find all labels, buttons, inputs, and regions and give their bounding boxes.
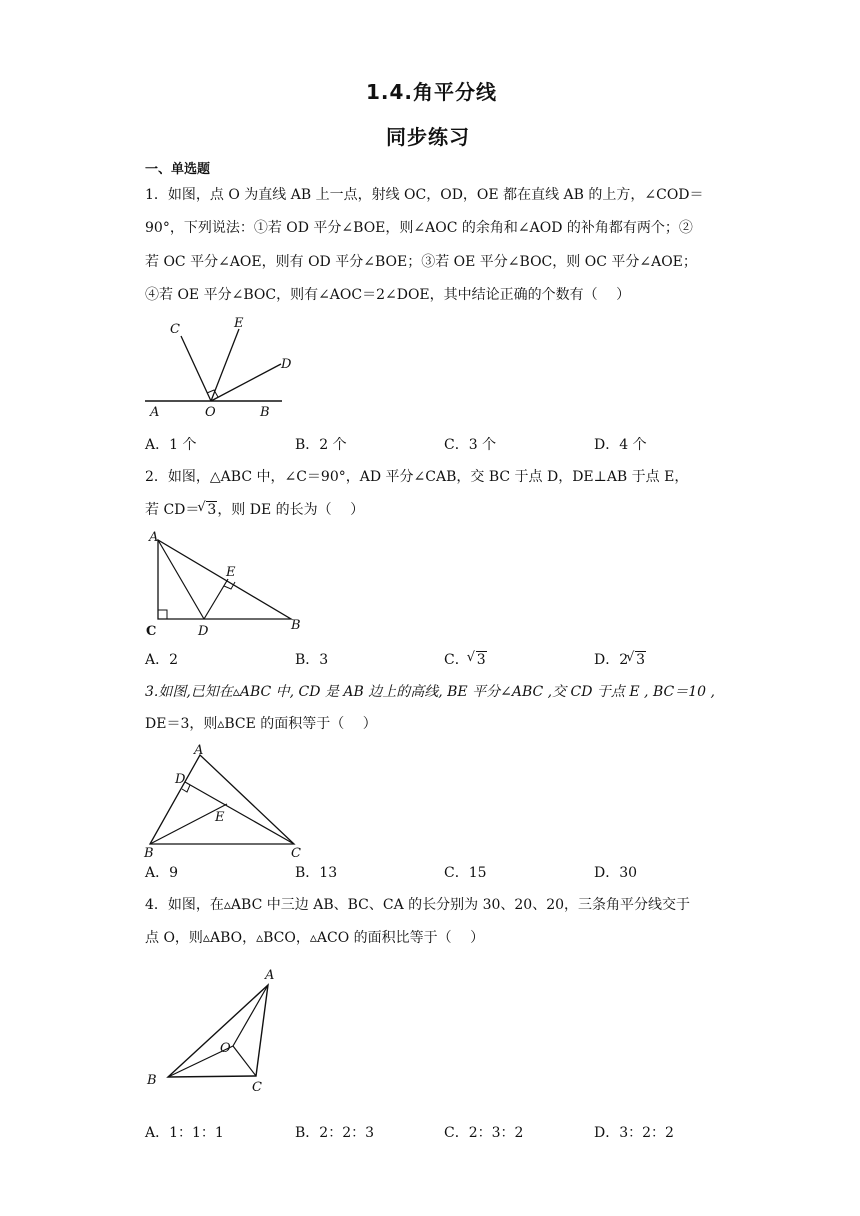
q2-label-e: E	[226, 565, 236, 580]
q4-option-d: D．3：2：2	[594, 1125, 674, 1141]
q2-option-d-prefix: D．2	[594, 652, 629, 668]
q2-line-1: 2．如图，△ABC 中，∠C＝90°，AD 平分∠CAB，交 BC 于点 D，DE⊥AB 于点 E，	[145, 469, 689, 485]
q3-label-a: A	[194, 743, 204, 758]
q1-option-b: B．2 个	[295, 437, 347, 453]
q1-label-o: O	[205, 405, 216, 420]
q2-figure	[140, 527, 310, 642]
q1-label-d: D	[281, 357, 292, 372]
q3-option-b: B．13	[295, 865, 338, 881]
q4-line-2: 点 O，则▵ABO，▵BCO，▵ACO 的面积比等于（ ）	[145, 930, 485, 946]
q1-option-c: C．3 个	[444, 437, 497, 453]
q3-label-c: C	[291, 846, 301, 858]
q1-figure	[140, 312, 300, 424]
q4-label-c: C	[252, 1080, 262, 1095]
q2-label-a: A	[149, 530, 159, 545]
q4-label-a: A	[265, 968, 275, 983]
q3-option-d: D．30	[594, 865, 638, 881]
q2-option-c-sqrt	[469, 652, 487, 668]
q3-option-c: C．15	[444, 865, 487, 881]
q1-line-4: ④若 OE 平分∠BOC，则有∠AOC＝2∠DOE，其中结论正确的个数有（ ）	[145, 287, 631, 303]
q4-figure	[140, 960, 300, 1100]
q4-option-b: B．2：2：3	[295, 1125, 375, 1141]
q4-label-o: O	[220, 1041, 231, 1056]
q2-line-2-post: ，则 DE 的长为（ ）	[217, 502, 365, 518]
q2-option-d-sqrt	[628, 652, 646, 668]
q4-label-b: B	[147, 1073, 157, 1088]
q3-label-e: E	[215, 810, 225, 825]
q2-option-c-prefix: C．	[444, 652, 469, 668]
q2-option-c-sqrt-value: 3	[476, 652, 486, 668]
q3-label-b: B	[144, 846, 154, 858]
q3-option-a: A．9	[145, 865, 179, 881]
q3-figure	[140, 740, 310, 858]
page-subtitle: 同步练习	[386, 125, 470, 149]
q4-option-a: A．1：1：1	[145, 1125, 224, 1141]
q4-option-c: C．2：3：2	[444, 1125, 524, 1141]
q1-label-c: C	[170, 322, 180, 337]
q2-option-b: B．3	[295, 652, 329, 668]
q1-line-3: 若 OC 平分∠AOE，则有 OD 平分∠BOE；③若 OE 平分∠BOC，则 OC 平分∠AOE；	[145, 254, 697, 270]
q2-option-a: A．2	[145, 652, 179, 668]
q2-sqrt	[199, 500, 217, 520]
q4-line-1: 4．如图，在▵ABC 中三边 AB、BC、CA 的长分别为 30、20、20，三条角平分线交于	[145, 897, 691, 913]
q1-label-a: A	[150, 405, 160, 420]
q2-line-2-pre: 若 CD＝	[145, 502, 200, 518]
q2-line-2	[145, 500, 364, 520]
q3-label-d: D	[175, 772, 186, 787]
q2-label-b: B	[291, 618, 301, 633]
q2-option-c	[444, 649, 487, 669]
page-title: 1.4.角平分线	[366, 80, 498, 104]
q1-label-e: E	[234, 316, 244, 331]
q2-label-c: C	[146, 624, 157, 639]
q3-line-2: DE＝3，则▵BCE 的面积等于（ ）	[145, 716, 377, 732]
q1-line-1: 1．如图，点 O 为直线 AB 上一点，射线 OC，OD，OE 都在直线 AB 的上方，∠COD＝	[145, 187, 704, 203]
q1-line-2: 90°，下列说法：①若 OD 平分∠BOE，则∠AOC 的余角和∠AOD 的补角都有两个；②	[145, 220, 693, 236]
q2-option-d	[594, 649, 646, 669]
q3-line-1: 3.如图,已知在▵ABC 中, CD 是 AB 边上的高线, BE 平分∠ABC ,交 CD 于点 E , BC＝10 ,	[145, 684, 715, 700]
q2-option-d-sqrt-value: 3	[636, 652, 646, 668]
q1-option-d: D．4 个	[594, 437, 647, 453]
q2-label-d: D	[198, 624, 209, 639]
q1-option-a: A．1 个	[145, 437, 197, 453]
q2-sqrt-value: 3	[207, 502, 217, 518]
section-heading: 一、单选题	[145, 162, 211, 177]
q1-label-b: B	[260, 405, 270, 420]
